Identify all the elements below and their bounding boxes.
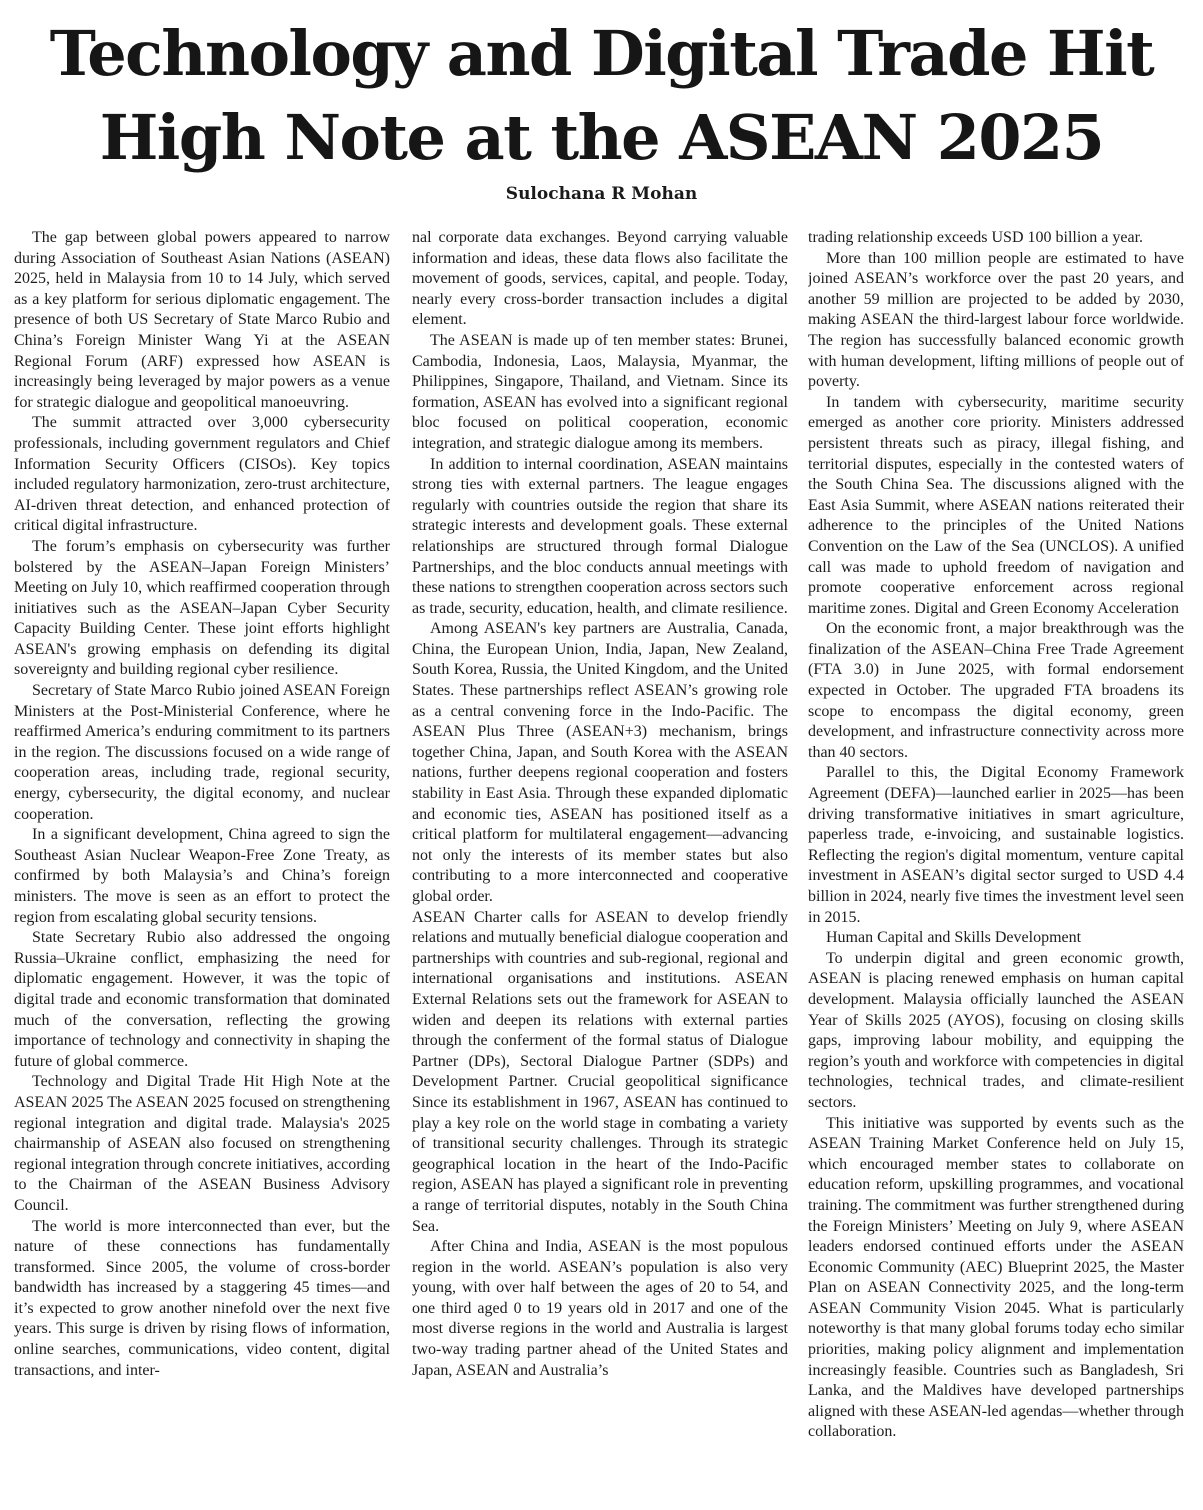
paragraph: After China and India, ASEAN is the most populous region in the world. ASEAN’s population is also very young, with over half between the ages of 20 to 54, and one third aged 0 to 19 years old in 2017 and one of the most diverse regions in the world and Australia is largest two-way trading partner ahead of the United States and Japan, ASEAN and Australia’s — [412, 1238, 788, 1379]
section-subheading: Human Capital and Skills Development — [826, 929, 1082, 947]
paragraph-continued: trading relationship exceeds USD 100 billion a year. — [808, 229, 1144, 246]
article-column-1 — [14, 228, 390, 1506]
paragraph-continued: nal corporate data exchanges. Beyond carrying valuable information and ideas, these data flows also facilitate the movement of goods, services, capital, and people. Today, nearly every cross-border transaction includes a digital element. — [412, 229, 788, 329]
paragraph: In addition to internal coordination, ASEAN maintains strong ties with external partners. The league engages regularly with countries outside the region that share its strategic interests and development goals. These external relationships are structured through formal Dialogue Partnerships, and the bloc conducts annual meetings with these nations to strengthen cooperation across sectors such as trade, security, education, health, and climate resilience. — [412, 455, 788, 617]
article-column-3 — [808, 228, 1184, 1506]
paragraph: Among ASEAN's key partners are Australia, Canada, China, the European Union, India, Japan, New Zealand, South Korea, Russia, the United Kingdom, and the United States. These partnerships reflect ASEAN’s growing role as a central convening force in the Indo-Pacific. The ASEAN Plus Three (ASEAN+3) mechanism, brings together China, Japan, and South Korea with the ASEAN nations, further deepens regional cooperation and fosters stability in East Asia. Through these expanded diplomatic and economic ties, ASEAN has positioned itself as a critical platform for multilateral engagement—advancing not only the interests of its member states but also contributing to a more interconnected and cooperative global order. — [412, 620, 788, 905]
paragraph: On the economic front, a major breakthrough was the finalization of the ASEAN–China Free Trade Agreement (FTA 3.0) in June 2025, with formal endorsement expected in October. The upgraded FTA broadens its scope to encompass the digital economy, green development, and infrastructure connectivity across more than 40 sectors. — [808, 620, 1184, 761]
paragraph: In tandem with cybersecurity, maritime security emerged as another core priority. Ministers addressed persistent threats such as piracy, illegal fishing, and territorial disputes, especially in the contested waters of the South China Sea. The discussions aligned with the East Asia Summit, where ASEAN nations reiterated their adherence to the principles of the United Nations Convention on the Law of the Sea (UNCLOS). A unified call was made to uphold freedom of navigation and promote cooperative enforcement across regional maritime zones. Digital and Green Economy Acceleration — [808, 393, 1184, 617]
paragraph: The forum’s emphasis on cybersecurity was further bolstered by the ASEAN–Japan Foreign Ministers’ Meeting on July 10, which reaffirmed cooperation through initiatives such as the ASEAN–Japan Cyber Security Capacity Building Center. These joint efforts highlight ASEAN's growing emphasis on defending its digital sovereignty and building regional cyber resilience. — [14, 537, 390, 679]
article-byline: Sulochana R Mohan — [505, 184, 698, 204]
paragraph: State Secretary Rubio also addressed the ongoing Russia–Ukraine conflict, emphasizing the need for diplomatic engagement. However, it was the topic of digital trade and economic transformation that dominated much of the conversation, reflecting the growing importance of technology and connectivity in shaping the future of global commerce. — [14, 929, 390, 1070]
paragraph: Secretary of State Marco Rubio joined ASEAN Foreign Ministers at the Post-Ministerial Conference, where he reaffirmed America’s enduring commitment to its partners in the region. The discussions focused on a wide range of cooperation areas, including trade, regional security, energy, cybersecurity, the digital economy, and nuclear cooperation. — [14, 682, 390, 823]
paragraph: This initiative was supported by events such as the ASEAN Training Market Conference held on July 15, which encouraged member states to collaborate on education reform, upskilling programmes, and vocational training. The commitment was further strengthened during the Foreign Ministers’ Meeting on July 9, where ASEAN leaders endorsed continued efforts under the ASEAN Economic Community (AEC) Blueprint 2025, the Master Plan on ASEAN Connectivity 2025, and the long-term ASEAN Community Vision 2045. What is particularly noteworthy is that many global forums today echo similar priorities, making policy alignment and implementation increasingly feasible. Countries such as Bangladesh, Sri Lanka, and the Maldives have developed partnerships aligned with these ASEAN-led agendas—whether through collaboration. — [808, 1114, 1184, 1441]
paragraph: The ASEAN is made up of ten member states: Brunei, Cambodia, Indonesia, Laos, Malaysia, Myanmar, the Philippines, Singapore, Thailand, and Vietnam. Since its formation, ASEAN has evolved into a significant regional bloc focused on political cooperation, economic integration, and strategic dialogue among its members. — [412, 331, 788, 452]
paragraph: Parallel to this, the Digital Economy Framework Agreement (DEFA)—launched earlier in 2025—has been driving transformative initiatives in smart agriculture, paperless trade, e-invoicing, and sustainable logistics. Reflecting the region's digital momentum, venture capital investment in ASEAN’s digital sector surged to USD 4.4 billion in 2024, nearly five times the investment level seen in 2015. — [808, 764, 1184, 926]
paragraph: More than 100 million people are estimated to have joined ASEAN’s workforce over the past 20 years, and another 59 million are projected to be added by 2030, making ASEAN the third-largest labour force worldwide. The region has successfully balanced economic growth with human development, lifting millions of people out of poverty. — [808, 249, 1184, 391]
paragraph: The summit attracted over 3,000 cybersecurity professionals, including government regulators and Chief Information Security Officers (CISOs). Key topics included regulatory harmonization, zero-trust architecture, AI-driven threat detection, and enhanced protection of critical digital infrastructure. — [14, 414, 390, 535]
paragraph: To underpin digital and green economic growth, ASEAN is placing renewed emphasis on human capital development. Malaysia officially launched the ASEAN Year of Skills 2025 (AYOS), focusing on closing skills gaps, improving labour mobility, and equipping the region’s youth and workforce with competencies in digital technologies, technical trades, and climate-resilient sectors. — [808, 949, 1184, 1111]
paragraph: ASEAN Charter calls for ASEAN to develop friendly relations and mutually beneficial dialogue cooperation and partnerships with countries and sub-regional, regional and international organisations and institutions. ASEAN External Relations sets out the framework for ASEAN to widen and deepen its relations with external parties through the conferment of the formal status of Dialogue Partner (DPs), Sectoral Dialogue Partner (SDPs) and Development Partner. Crucial geopolitical significance Since its establishment in 1967, ASEAN has continued to play a key role on the world stage in combating a variety of transitional security challenges. Through its strategic geographical location in the heart of the Indo-Pacific region, ASEAN has played a significant role in preventing a range of territorial disputes, notably in the South China Sea. — [412, 908, 788, 1235]
paragraph: The gap between global powers appeared to narrow during Association of Southeast Asian Nations (ASEAN) 2025, held in Malaysia from 10 to 14 July, which served as a key platform for serious diplomatic engagement. The presence of both US Secretary of State Marco Rubio and China’s Foreign Minister Wang Yi at the ASEAN Regional Forum (ARF) expressed how ASEAN is increasingly being leveraged by major powers as a venue for strategic dialogue and geopolitical manoeuvring. — [14, 229, 390, 411]
article-column-2 — [412, 228, 788, 1506]
paragraph: In a significant development, China agreed to sign the Southeast Asian Nuclear Weapon-Free Zone Treaty, as confirmed by both Malaysia’s and China’s foreign ministers. The move is seen as an effort to protect the region from escalating global security tensions. — [14, 826, 390, 926]
paragraph: Technology and Digital Trade Hit High Note at the ASEAN 2025 The ASEAN 2025 focused on strengthening regional integration and digital trade. Malaysia's 2025 chairmanship of ASEAN also focused on strengthening regional integration through concrete initiatives, according to the Chairman of the ASEAN Business Advisory Council. — [14, 1073, 390, 1214]
paragraph: The world is more interconnected than ever, but the nature of these connections has fundamentally transformed. Since 2005, the volume of cross-border bandwidth has increased by a staggering 45 times—and it’s expected to grow another ninefold over the next five years. This surge is driven by rising flows of information, online searches, communications, video content, digital transactions, and inter- — [14, 1217, 390, 1379]
article-headline: Technology and Digital Trade Hit High Note at the ASEAN 2025 — [49, 17, 1154, 174]
